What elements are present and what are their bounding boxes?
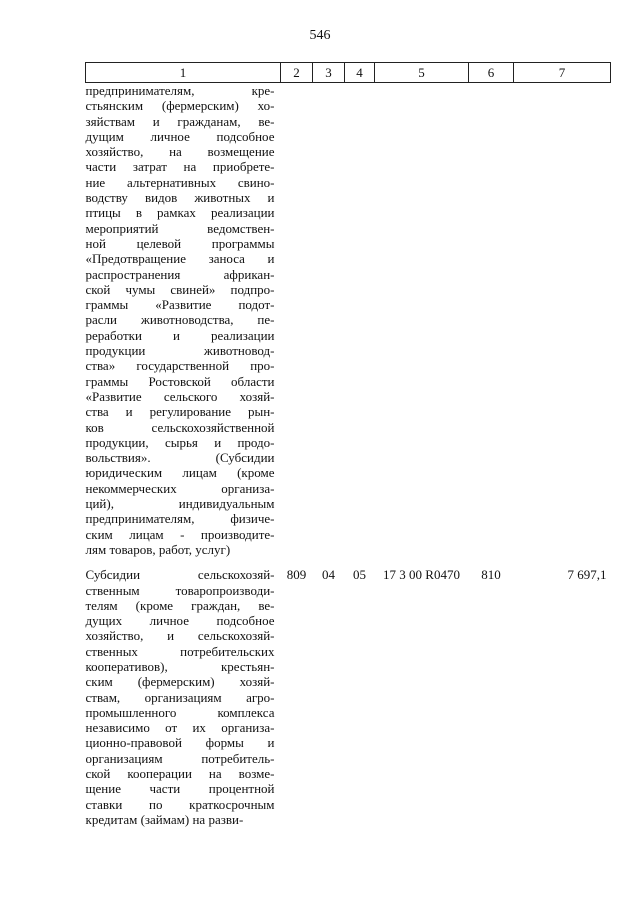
description-line: части затрат на приобрете- — [85, 159, 275, 175]
row-description-text — [86, 83, 275, 557]
header-row — [86, 63, 611, 83]
description-line: Субсидии сельскохозяй- — [85, 567, 275, 583]
row-col7 — [514, 83, 611, 558]
row-col5: 17 3 00 R0470 — [383, 567, 460, 583]
description-line: расли животноводства, пе- — [85, 312, 275, 328]
description-line: ставки по краткосрочным — [85, 796, 275, 812]
description-line: водству видов животных и — [85, 190, 275, 206]
description-line: промышленного комплекса — [85, 704, 275, 720]
table-row — [86, 83, 611, 558]
description-line: ние альтернативных свино- — [85, 174, 275, 190]
description-line: дущим личное подсобное — [85, 128, 275, 144]
description-line: кооперативов), крестьян- — [85, 658, 275, 674]
description-line: ствам, организациям агро- — [85, 689, 275, 705]
description-line: граммы Ростовской области — [85, 373, 275, 389]
description-line: птицы в рамках реализации — [85, 205, 275, 221]
description-line: мероприятий ведомствен- — [85, 220, 275, 236]
description-line: «Развитие сельского хозяй- — [85, 388, 275, 404]
row-col2: 809 — [286, 567, 307, 583]
description-line: продукции, сырья и продо- — [85, 434, 275, 450]
description-line: предпринимателям, кре- — [85, 83, 275, 98]
description-line: стьянским (фермерским) хо- — [85, 98, 275, 114]
row-description — [86, 557, 281, 827]
header-col-7: 7 — [514, 63, 611, 83]
description-line: ной целевой программы — [85, 235, 275, 251]
description-line: ским (фермерским) хозяй- — [85, 674, 275, 690]
description-line: граммы «Развитие подот- — [85, 297, 275, 313]
row-col4: 05 — [353, 567, 366, 583]
description-line: лям товаров, работ, услуг) — [85, 541, 231, 557]
description-line: независимо от их организа- — [85, 720, 275, 736]
description-line: ства и регулирование рын- — [85, 404, 275, 420]
description-line: ственных потребительских — [85, 643, 275, 659]
description-line: ственным товаропроизводи- — [85, 582, 275, 598]
description-line: реработки и реализации — [85, 327, 275, 343]
description-line: распространения африкан- — [85, 266, 275, 282]
row-col6: 810 — [481, 567, 501, 583]
header-col-6: 6 — [469, 63, 514, 83]
row-col2 — [281, 83, 313, 558]
description-line: ства» государственной про- — [85, 358, 275, 374]
header-col-1: 1 — [86, 63, 281, 83]
header-col-5: 5 — [375, 63, 469, 83]
header-col-3: 3 — [313, 63, 345, 83]
header-col-2: 2 — [281, 63, 313, 83]
description-line: некоммерческих организа- — [85, 480, 275, 496]
row-description — [86, 83, 281, 558]
description-line: организациям потребитель- — [85, 750, 275, 766]
row-col5 — [375, 83, 469, 558]
description-line: юридическим лицам (кроме — [85, 465, 275, 481]
description-line: ций), индивидуальным — [85, 496, 275, 512]
description-line: дущих личное подсобное — [85, 613, 275, 629]
table-row — [86, 557, 611, 827]
description-line: ской кооперации на возме- — [85, 766, 275, 782]
description-line: продукции животновод- — [85, 343, 275, 359]
budget-table — [85, 62, 611, 827]
page-number: 546 — [309, 28, 331, 43]
description-line: зяйствам и гражданам, ве- — [85, 113, 275, 129]
description-line: «Предотвращение заноса и — [85, 251, 275, 267]
description-line: хозяйство, на возмещение — [85, 144, 275, 160]
row-col3 — [313, 83, 345, 558]
description-line: ков сельскохозяйственной — [85, 419, 275, 435]
description-line: ционно-правовой формы и — [85, 735, 275, 751]
description-line: ской чумы свиней» подпро- — [85, 281, 275, 297]
description-line: ским лицам - производите- — [85, 526, 275, 542]
row-col6 — [469, 83, 514, 558]
description-line: предпринимателям, физиче- — [85, 511, 275, 527]
header-col-4: 4 — [345, 63, 375, 83]
description-line: хозяйство, и сельскохозяй- — [85, 628, 275, 644]
description-line: кредитам (займам) на разви- — [85, 811, 244, 827]
row-col7: 7 697,1 — [567, 567, 607, 583]
row-description-text — [86, 567, 275, 827]
row-col4 — [345, 83, 375, 558]
description-line: вольствия». (Субсидии — [85, 450, 275, 466]
description-line: щение части процентной — [85, 781, 275, 797]
description-line: телям (кроме граждан, ве- — [85, 597, 275, 613]
row-col3: 04 — [322, 567, 335, 583]
